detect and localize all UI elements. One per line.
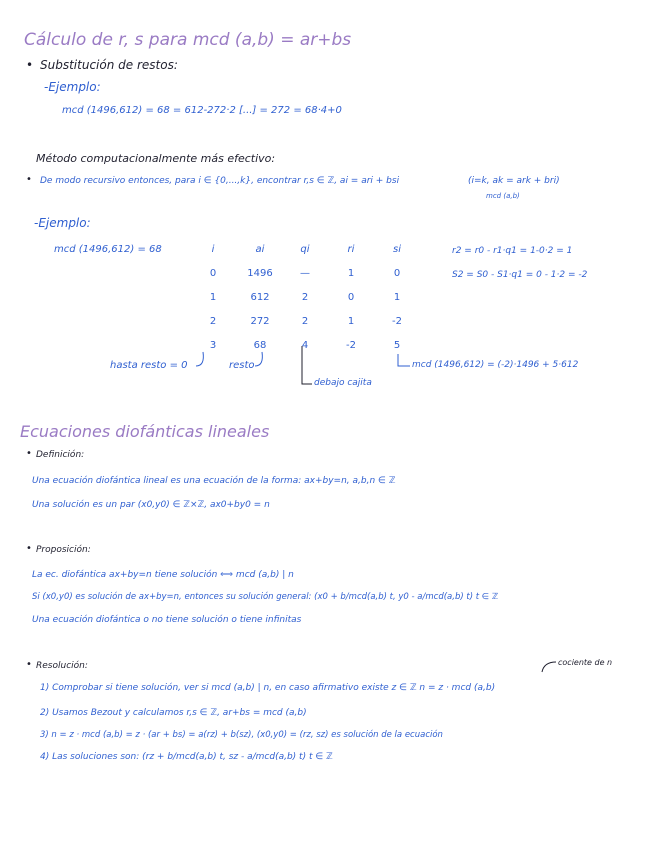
hasta-note: hasta resto = 0 bbox=[110, 360, 188, 371]
substitucion-heading: Substitución de restos: bbox=[40, 58, 178, 72]
metodo-line-extra: (i=k, ak = ark + bri) bbox=[468, 176, 560, 186]
proposicion-line2: Si (x0,y0) es solución de ax+by=n, entonces su solución general: (x0 + b/mcd(a,b) t, y0 - a/mcd(a,b) t) t ∈ ℤ bbox=[32, 592, 499, 602]
table-cell: 1 bbox=[347, 316, 355, 327]
metodo-line: De modo recursivo entonces, para i ∈ {0,...,k}, encontrar r,s ∈ ℤ, ai = ari + bsi bbox=[40, 176, 400, 186]
bullet-dot: • bbox=[26, 543, 32, 554]
table-cell: 1 bbox=[393, 292, 401, 303]
cociente-note: cociente de n bbox=[558, 658, 613, 667]
table-cell: 2 bbox=[301, 316, 309, 327]
bullet-dot: • bbox=[26, 659, 32, 670]
proposicion-line3: Una ecuación diofántica o no tiene solución o tiene infinitas bbox=[32, 615, 302, 625]
resolucion-step2: 2) Usamos Bezout y calculamos r,s ∈ ℤ, ar+bs = mcd (a,b) bbox=[40, 708, 307, 718]
definicion-line2: Una solución es un par (x0,y0) ∈ ℤ×ℤ, ax0+by0 = n bbox=[32, 500, 270, 510]
table-cell: 4 bbox=[301, 340, 309, 351]
section-title: Ecuaciones diofánticas lineales bbox=[20, 422, 270, 441]
definicion-heading: Definición: bbox=[36, 450, 85, 460]
ejemplo-label-2: -Ejemplo: bbox=[34, 216, 91, 230]
resto-note: resto bbox=[229, 360, 255, 371]
table-cell: 5 bbox=[393, 340, 401, 351]
table-cell: 0 bbox=[347, 292, 355, 303]
resolucion-step4: 4) Las soluciones son: (rz + b/mcd(a,b) t, sz - a/mcd(a,b) t) t ∈ ℤ bbox=[40, 752, 333, 762]
table-cell: 0 bbox=[209, 268, 217, 279]
table-header: qi bbox=[300, 244, 310, 255]
proposicion-line1: La ec. diofántica ax+by=n tiene solución ⟺ mcd (a,b) | n bbox=[32, 570, 294, 580]
resolucion-step1: 1) Comprobar si tiene solución, ver si mcd (a,b) | n, en caso afirmativo existe z ∈ ℤ n = z · mcd (a,b) bbox=[40, 683, 496, 693]
table-cell: 0 bbox=[393, 268, 401, 279]
table-cell: 2 bbox=[301, 292, 309, 303]
table-header: si bbox=[393, 244, 401, 255]
bullet-dot: • bbox=[26, 174, 32, 185]
resolucion-heading: Resolución: bbox=[36, 661, 88, 671]
table-cell: 272 bbox=[250, 316, 270, 327]
table-cell: — bbox=[300, 268, 310, 279]
table-cell: 612 bbox=[250, 292, 270, 303]
resolucion-step3: 3) n = z · mcd (a,b) = z · (ar + bs) = a(rz) + b(sz), (x0,y0) = (rz, sz) es solución de la ecuación bbox=[40, 730, 443, 740]
table-cell: 1496 bbox=[247, 268, 273, 279]
metodo-line-sub: mcd (a,b) bbox=[486, 192, 520, 200]
table-cell: 1 bbox=[347, 268, 355, 279]
table-cell: 3 bbox=[209, 340, 217, 351]
bullet-dot: • bbox=[26, 448, 32, 459]
table-cell: 1 bbox=[209, 292, 217, 303]
proposicion-heading: Proposición: bbox=[36, 545, 91, 555]
ejemplo-label-1: -Ejemplo: bbox=[44, 80, 101, 94]
definicion-line1: Una ecuación diofántica lineal es una ecuación de la forma: ax+by=n, a,b,n ∈ ℤ bbox=[32, 476, 396, 486]
table-header: ri bbox=[347, 244, 355, 255]
r-formula: r2 = r0 - r1·q1 = 1-0·2 = 1 bbox=[452, 246, 573, 256]
table-cell: 68 bbox=[253, 340, 267, 351]
page-title: Cálculo de r, s para mcd (a,b) = ar+bs bbox=[24, 30, 352, 50]
metodo-heading: Método computacionalmente más efectivo: bbox=[36, 152, 276, 165]
bullet-dot: • bbox=[26, 58, 34, 72]
table-cell: -2 bbox=[392, 316, 402, 327]
result-line: mcd (1496,612) = (-2)·1496 + 5·612 bbox=[412, 360, 579, 370]
table-cell: 2 bbox=[209, 316, 217, 327]
ejemplo-mcd: mcd (1496,612) = 68 bbox=[54, 244, 162, 255]
s-formula: S2 = S0 - S1·q1 = 0 - 1·2 = -2 bbox=[452, 270, 588, 280]
table-header: ai bbox=[255, 244, 265, 255]
substitucion-formula: mcd (1496,612) = 68 = 612-272·2 [...] = 272 = 68·4+0 bbox=[62, 105, 342, 116]
table-header: i bbox=[211, 244, 215, 255]
debajo-note: debajo cajita bbox=[314, 378, 372, 388]
table-cell: -2 bbox=[346, 340, 356, 351]
